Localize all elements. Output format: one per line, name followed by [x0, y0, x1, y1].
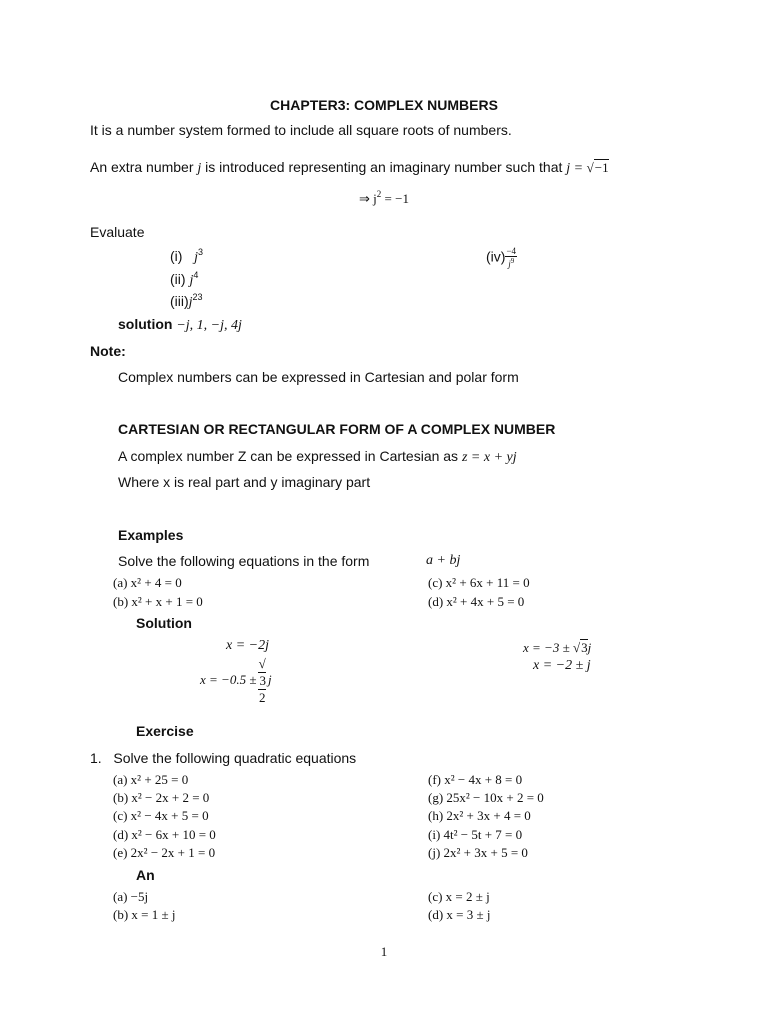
- evaluate-item-label: (ii): [170, 271, 186, 287]
- implies-exponent: 2: [376, 189, 382, 199]
- cartesian-line-1-text: A complex number Z can be expressed in Cartesian as: [118, 448, 459, 464]
- exercise-right-item: (g) 25x² − 10x + 2 = 0: [428, 790, 544, 805]
- item4-den-exp: 9: [510, 257, 515, 265]
- page-number: 1: [380, 944, 388, 959]
- evaluate-item-exp: 23: [192, 292, 203, 302]
- evaluate-solution: [118, 315, 242, 335]
- solution-value: −j, 1, −j, 4j: [176, 318, 242, 333]
- evaluate-heading: Evaluate: [90, 224, 145, 240]
- extra-text-a: An extra number: [90, 159, 194, 175]
- answer-a: (a) −5j: [113, 889, 149, 904]
- solution-b-j: j: [267, 671, 272, 687]
- example-eq-a: (a) x² + 4 = 0: [113, 575, 182, 590]
- example-eq-d: (d) x² + 4x + 5 = 0: [428, 594, 525, 609]
- evaluate-item-1: [170, 247, 203, 267]
- exercise-right-item: (i) 4t² − 5t + 7 = 0: [428, 827, 523, 842]
- evaluate-item-base: j: [194, 250, 198, 265]
- implies-lhs: ⇒ j: [359, 191, 377, 206]
- exercise-heading: Exercise: [136, 723, 194, 739]
- exercise-left-item: (a) x² + 25 = 0: [113, 772, 189, 787]
- answer-d: (d) x = 3 ± j: [428, 907, 491, 922]
- evaluate-item-base: j: [189, 273, 194, 288]
- answer-c: (c) x = 2 ± j: [428, 889, 490, 904]
- item4-den-base: j: [508, 259, 511, 269]
- implies-rhs: = −1: [381, 191, 409, 206]
- extra-var: j: [197, 161, 202, 176]
- exercise-right-item: (j) 2x² + 3x + 5 = 0: [428, 845, 528, 860]
- evaluate-item-3: [170, 292, 203, 312]
- evaluate-item-label: (i): [170, 248, 183, 264]
- extra-text-b: is introduced representing an imaginary number such that: [205, 159, 563, 175]
- evaluate-item-4: [486, 247, 517, 269]
- exercise-left-item: (c) x² − 4x + 5 = 0: [113, 808, 209, 823]
- exercise-left-item: (d) x² − 6x + 10 = 0: [113, 827, 216, 842]
- intro-text: It is a number system formed to include all square roots of numbers.: [90, 122, 512, 138]
- evaluate-item-base: j: [188, 295, 193, 310]
- solution-b-numerator: 3: [259, 673, 266, 688]
- solution-label: solution: [118, 316, 173, 332]
- cartesian-heading: CARTESIAN OR RECTANGULAR FORM OF A COMPLEX NUMBER: [118, 421, 556, 437]
- definition-radicand: −1: [594, 160, 609, 175]
- examples-heading: Examples: [118, 527, 184, 543]
- evaluate-item-label: (iv): [486, 248, 506, 265]
- page-title: CHAPTER3: COMPLEX NUMBERS: [270, 97, 498, 113]
- evaluate-item-exp: 3: [198, 247, 204, 257]
- evaluate-item-label: (iii): [170, 293, 189, 309]
- cartesian-line-2: Where x is real part and y imaginary part: [118, 474, 371, 490]
- exercise-right-item: (h) 2x² + 3x + 4 = 0: [428, 808, 531, 823]
- imaginary-definition: An extra number j is introduced representing an imaginary number such that j = √−1: [90, 159, 609, 176]
- exercise-question: [90, 749, 356, 767]
- question-text: Solve the following quadratic equations: [113, 750, 357, 766]
- examples-solution-heading: Solution: [136, 615, 192, 631]
- evaluate-item-2: [170, 270, 198, 290]
- solution-c: x = −3 ± √3j: [523, 640, 592, 655]
- solution-c-j: j: [587, 640, 592, 655]
- answers-heading: An: [136, 867, 155, 883]
- exercise-left-item: (b) x² − 2x + 2 = 0: [113, 790, 210, 805]
- exercise-right-item: (f) x² − 4x + 8 = 0: [428, 772, 523, 787]
- definition-lhs: j =: [566, 161, 587, 176]
- solution-a: x = −2j: [226, 638, 269, 653]
- solution-c-lhs: x = −3 ±: [523, 640, 570, 655]
- example-eq-c: (c) x² + 6x + 11 = 0: [428, 575, 530, 590]
- example-eq-b: (b) x² + x + 1 = 0: [113, 594, 203, 609]
- note-heading: Note:: [90, 343, 126, 359]
- cartesian-formula: z = x + yj: [461, 450, 517, 465]
- solution-b-lhs: x = −0.5 ±: [200, 671, 257, 687]
- solution-b: x = −0.5 ± √ 3 2 j: [200, 656, 272, 705]
- cartesian-line-1: [118, 447, 517, 467]
- implies-line: [0, 190, 768, 208]
- exercise-left-item: (e) 2x² − 2x + 1 = 0: [113, 845, 216, 860]
- answer-b: (b) x = 1 ± j: [113, 907, 176, 922]
- solution-d: x = −2 ± j: [533, 658, 591, 673]
- evaluate-item-exp: 4: [193, 270, 199, 280]
- solution-c-radicand: 3: [581, 640, 588, 655]
- item4-numerator: −4: [506, 246, 517, 256]
- note-text: Complex numbers can be expressed in Cartesian and polar form: [118, 369, 519, 385]
- examples-instruction: Solve the following equations in the form: [118, 553, 370, 569]
- solution-b-denominator: 2: [258, 690, 266, 705]
- question-number: 1.: [90, 750, 102, 766]
- examples-form: a + bj: [426, 553, 461, 568]
